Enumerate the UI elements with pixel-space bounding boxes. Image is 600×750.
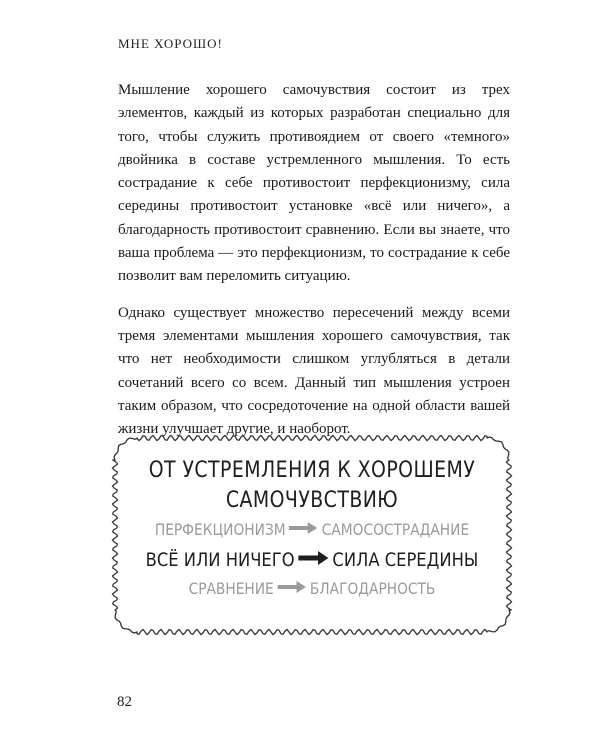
pair-from: ПЕРФЕКЦИОНИЗМ [154, 520, 286, 539]
paragraph-1: Мышление хорошего самочувствия состоит из трех элементов, каждый из которых разработан специально для того, чтобы служить противоядием от своего «темного» двойника в составе устремленного мышления. То есть сострадание к себе противостоит перфекционизму, сила середины противостоит установке «всё или ничего», а благодарность противостоит сравнению. Если вы знаете, что ваша проблема — это перфекционизм, то сострадание к себе позволит вам переломить ситуацию. [118, 82, 510, 285]
pair-from: ВСЁ ИЛИ НИЧЕГО [145, 549, 295, 571]
pair-to: САМОСОСТРАДАНИЕ [321, 520, 470, 539]
paragraph-2: Однако существует множество пересечений между всеми тремя элементами мышления хорошего самочувствия, так что нет необходимости слишком углубляться в детали сочетаний всего со всем. Данный тип мышления устроен таким образом, что сосредоточение на одной области вашей жизни улучшает другие, и наоборот. [118, 304, 510, 438]
body-text [118, 79, 510, 454]
running-head: МНЕ ХОРОШО! [118, 36, 223, 51]
pair-to: СИЛА СЕРЕДИНЫ [332, 549, 479, 571]
callout-title-line-1: ОТ УСТРЕМЛЕНИЯ К ХОРОШЕМУ [148, 458, 476, 483]
callout-content [109, 432, 515, 638]
arrow-right-icon [277, 579, 306, 598]
callout-box [109, 432, 515, 638]
pair-row-all-or-nothing [137, 549, 486, 571]
arrow-right-icon [289, 520, 318, 539]
pair-row-comparison [137, 579, 486, 598]
arrow-right-icon [298, 549, 329, 571]
pair-to: БЛАГОДАРНОСТЬ [309, 579, 436, 598]
page-number: 82 [117, 694, 132, 710]
callout-title-line-2: САМОЧУВСТВИЮ [225, 488, 399, 513]
pair-from: СРАВНЕНИЕ [188, 579, 274, 598]
pair-row-perfectionism [137, 520, 486, 539]
